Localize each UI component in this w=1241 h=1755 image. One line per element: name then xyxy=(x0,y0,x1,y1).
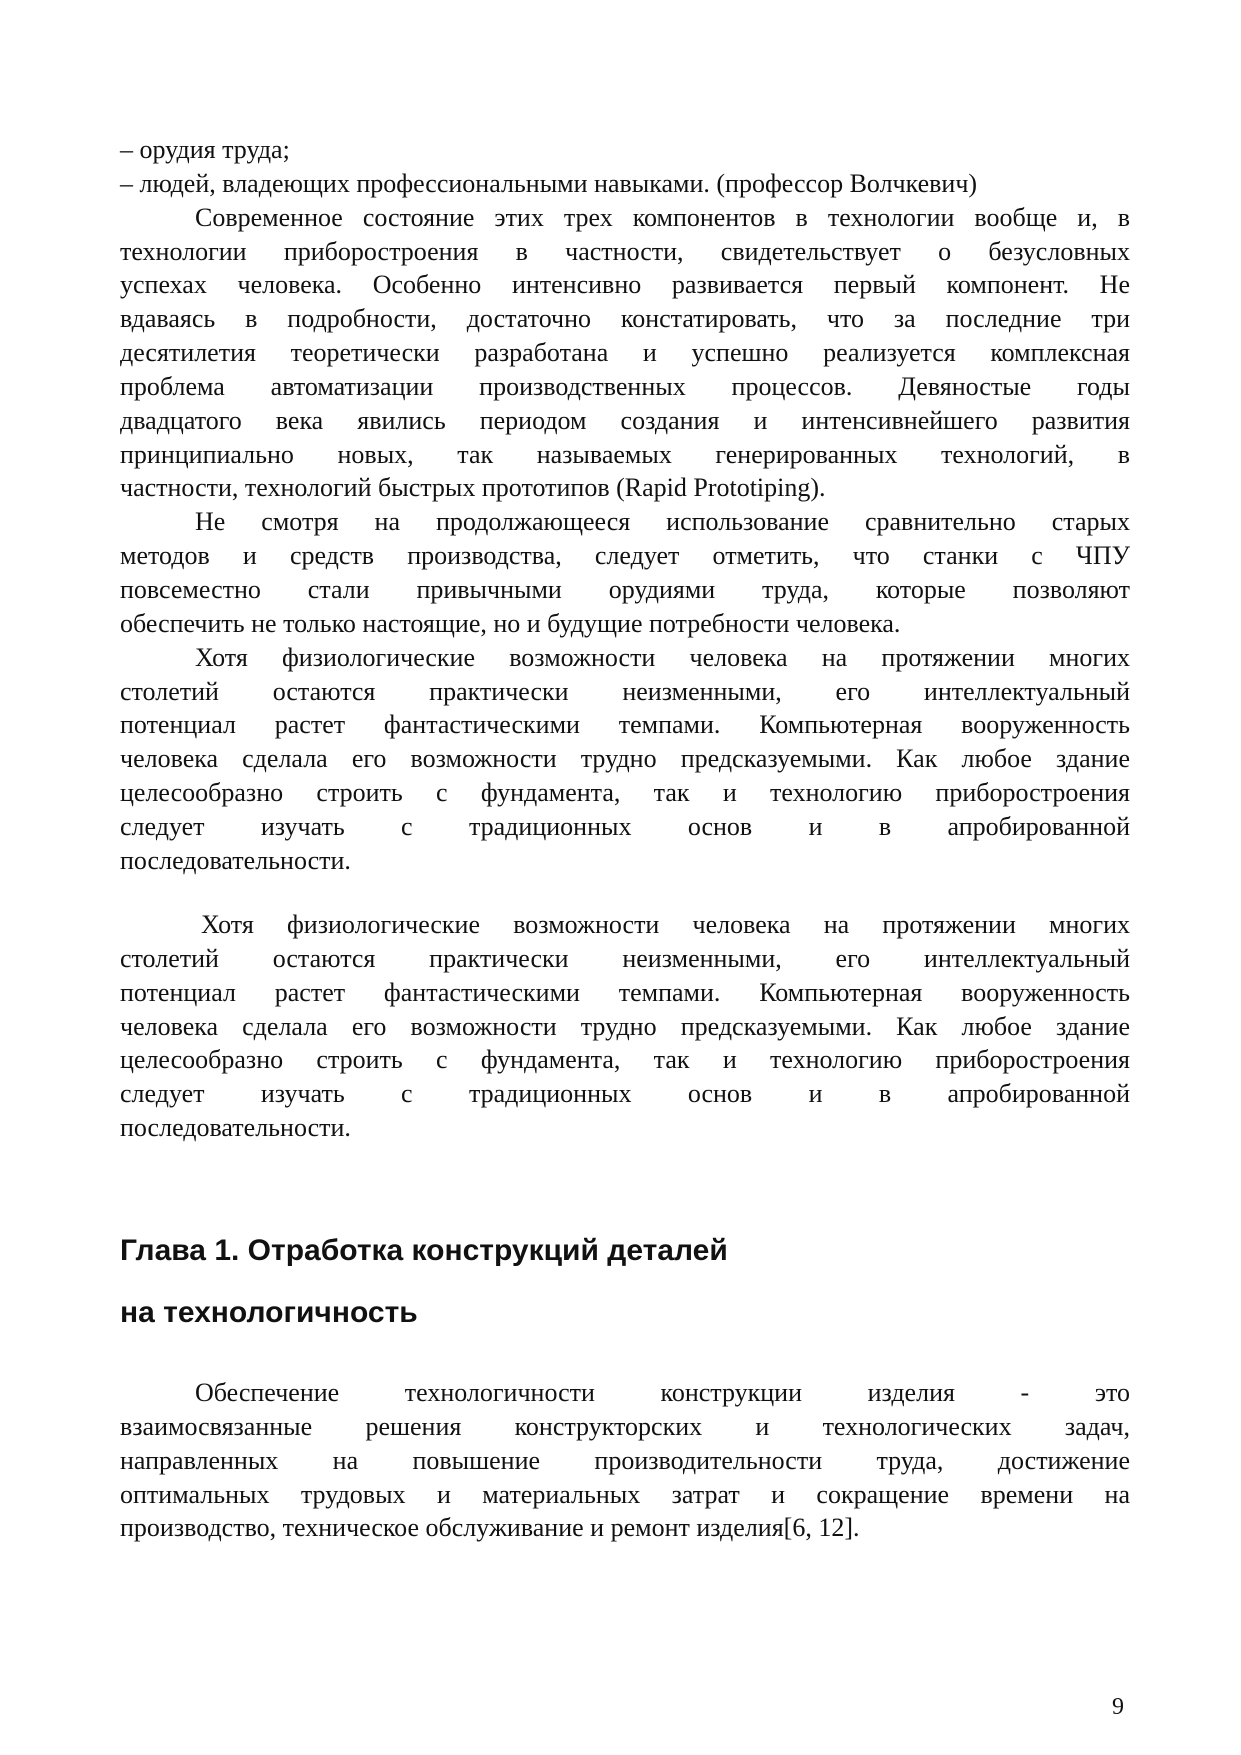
text-line: технологии приборостроения в частности, свидетельствует о безусловных xyxy=(120,236,1130,266)
text-line: проблема автоматизации производственных процессов. Девяностые годы xyxy=(120,371,1130,401)
text-line: столетий остаются практически неизменными, его интеллектуальный xyxy=(120,676,1130,706)
text-line: целесообразно строить с фундамента, так и технологию приборостроения xyxy=(120,778,1130,808)
text-line: оптимальных трудовых и материальных затрат и сокращение времени на xyxy=(120,1479,1130,1509)
text-line: обеспечить не только настоящие, но и будущие потребности человека. xyxy=(120,608,901,638)
text-line: человека сделала его возможности трудно предсказуемыми. Как любое здание xyxy=(120,744,1130,774)
repeated-paragraph-block xyxy=(120,908,1130,1145)
text-line: принципиально новых, так называемых генерированных технологий, в xyxy=(120,439,1130,469)
text-line: частности, технологий быстрых прототипов (Rapid Prototiping). xyxy=(120,473,826,503)
text-line: взаимосвязанные решения конструкторских и технологических задач, xyxy=(120,1411,1130,1441)
text-line: – людей, владеющих профессиональными навыками. (профессор Волчкевич) xyxy=(120,168,978,198)
text-line: успехах человека. Особенно интенсивно развивается первый компонент. Не xyxy=(120,270,1130,300)
page-number: 9 xyxy=(1112,1694,1124,1720)
chapter-body-block xyxy=(120,1376,1130,1545)
intro-text-block xyxy=(120,133,1130,878)
text-line: Современное состояние этих трех компонентов в технологии вообще и, в xyxy=(195,202,1130,232)
text-line: Хотя физиологические возможности человека на протяжении многих xyxy=(201,910,1130,939)
text-line: последовательности. xyxy=(120,845,351,875)
text-line: целесообразно строить с фундамента, так и технологию приборостроения xyxy=(120,1045,1130,1075)
text-line: методов и средств производства, следует отметить, что станки с ЧПУ xyxy=(120,541,1130,571)
text-line: двадцатого века явились периодом создания и интенсивнейшего развития xyxy=(120,405,1130,435)
text-line: следует изучать с традиционных основ и в апробированной xyxy=(120,811,1130,841)
text-line: следует изучать с традиционных основ и в апробированной xyxy=(120,1079,1130,1109)
chapter-heading-line-1: Глава 1. Отработка конструкций деталей xyxy=(120,1234,728,1267)
text-line: направленных на повышение производительности труда, достижение xyxy=(120,1445,1130,1475)
text-line: Не смотря на продолжающееся использование сравнительно старых xyxy=(195,507,1130,537)
text-line: Обеспечение технологичности конструкции изделия - это xyxy=(195,1378,1130,1407)
text-line: Хотя физиологические возможности человека на протяжении многих xyxy=(195,642,1130,672)
text-line: последовательности. xyxy=(120,1113,351,1143)
text-line: – орудия труда; xyxy=(120,135,290,164)
text-line: десятилетия теоретически разработана и успешно реализуется комплексная xyxy=(120,338,1130,368)
text-line: человека сделала его возможности трудно предсказуемыми. Как любое здание xyxy=(120,1011,1130,1041)
text-line: потенциал растет фантастическими темпами. Компьютерная вооруженность xyxy=(120,710,1130,740)
text-line: повсеместно стали привычными орудиями труда, которые позволяют xyxy=(120,574,1130,604)
text-line: потенциал растет фантастическими темпами. Компьютерная вооруженность xyxy=(120,977,1130,1007)
text-line: производство, техническое обслуживание и ремонт изделия[6, 12]. xyxy=(120,1513,860,1543)
text-line: столетий остаются практически неизменными, его интеллектуальный xyxy=(120,943,1130,973)
chapter-heading-line-2: на технологичность xyxy=(120,1296,418,1329)
text-line: вдаваясь в подробности, достаточно констатировать, что за последние три xyxy=(120,304,1130,334)
